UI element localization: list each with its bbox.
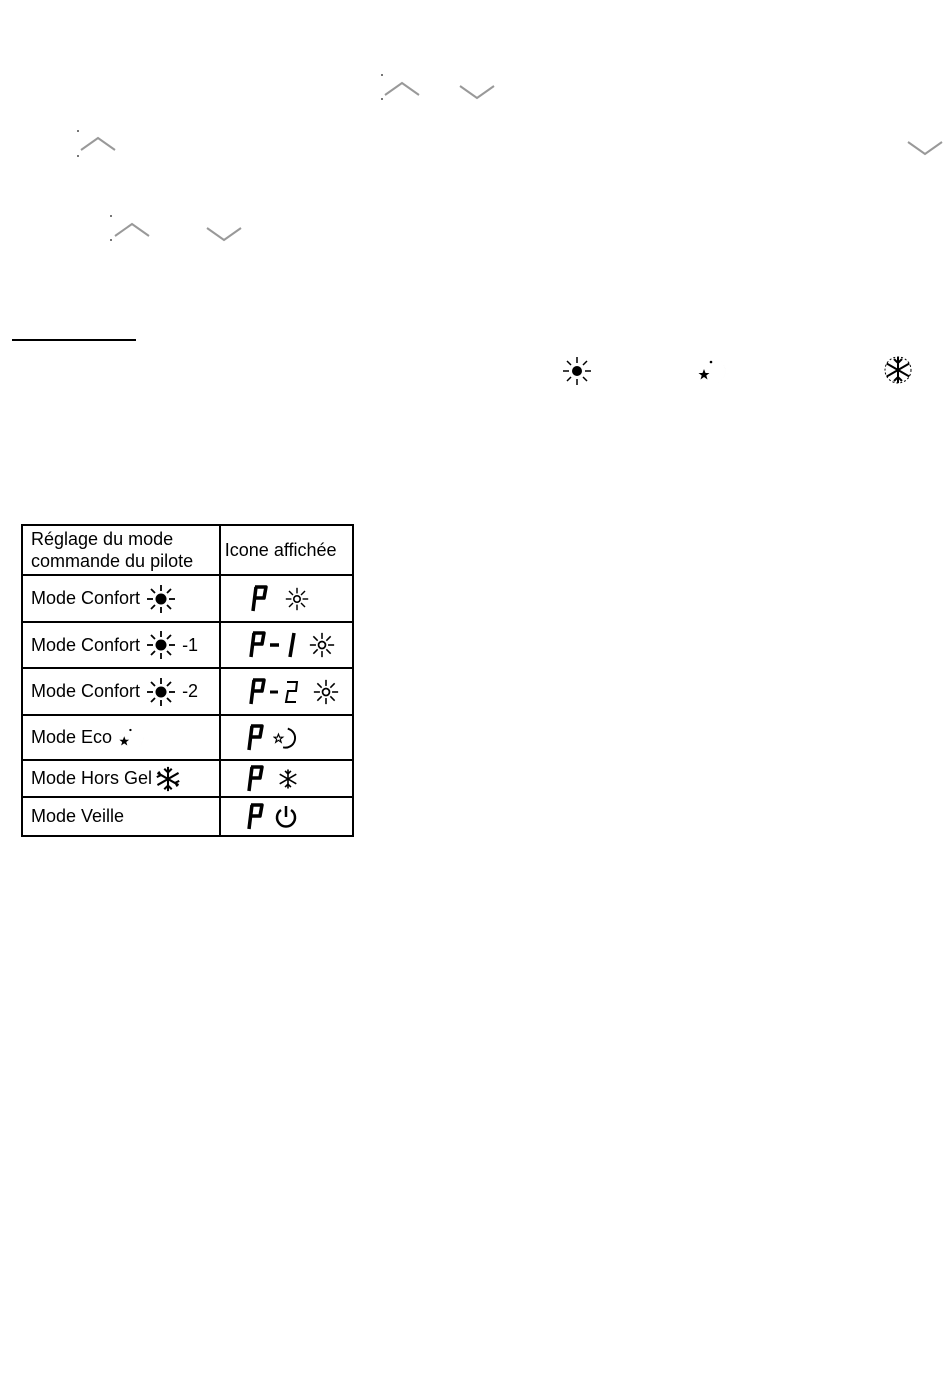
mode-label: Mode Veille	[31, 806, 125, 826]
lcd-p-minus-2-glyph	[249, 678, 305, 706]
chevron-down-icon	[457, 80, 497, 104]
chevron-down-icon	[204, 222, 244, 246]
mode-suffix: -1	[182, 634, 199, 655]
table-row	[22, 668, 353, 715]
table-row	[22, 797, 353, 836]
mode-label: Mode Confort	[31, 634, 141, 655]
pilot-mode-table	[21, 524, 354, 837]
lcd-p-glyph	[251, 585, 269, 613]
table-row	[22, 715, 353, 760]
speck	[110, 215, 112, 217]
mode-label: Mode Eco	[31, 727, 113, 747]
lcd-p-glyph	[247, 803, 265, 831]
lcd-p-glyph	[247, 724, 265, 752]
table-row	[22, 760, 353, 797]
speck	[77, 130, 79, 132]
chevron-up-icon	[78, 133, 118, 157]
mode-label: Mode Confort	[31, 588, 141, 608]
header-icon-displayed: Icone affichée	[220, 525, 353, 575]
speck	[381, 74, 383, 76]
sun-icon	[562, 356, 592, 391]
header-line-2: commande du pilote	[31, 551, 194, 571]
power-icon	[273, 804, 299, 830]
moon-star-icon	[118, 723, 150, 753]
moon-star-icon	[273, 725, 301, 751]
heading-underline	[12, 339, 136, 341]
mode-label: Mode Confort	[31, 681, 141, 701]
sun-icon	[285, 587, 309, 611]
mode-suffix: -2	[182, 681, 199, 701]
table-header-row	[22, 525, 353, 575]
header-line-1: Réglage du mode	[31, 529, 174, 549]
moon-star-icon	[697, 356, 733, 391]
mode-label: Mode Hors Gel	[31, 768, 153, 788]
chevron-down-icon	[905, 136, 945, 160]
table-row	[22, 575, 353, 622]
snowflake-icon	[883, 355, 913, 390]
sun-icon	[146, 630, 176, 660]
sun-icon	[146, 584, 176, 614]
snowflake-icon	[277, 768, 299, 790]
table-row	[22, 622, 353, 668]
lcd-p-minus-1-glyph	[249, 631, 301, 659]
chevron-up-icon	[112, 219, 152, 243]
header-mode-setting	[22, 525, 220, 575]
sun-icon	[146, 677, 176, 707]
chevron-up-icon	[382, 78, 422, 102]
snowflake-icon	[154, 765, 182, 793]
sun-icon	[313, 679, 339, 705]
sun-icon	[309, 632, 335, 658]
lcd-p-glyph	[247, 765, 265, 793]
